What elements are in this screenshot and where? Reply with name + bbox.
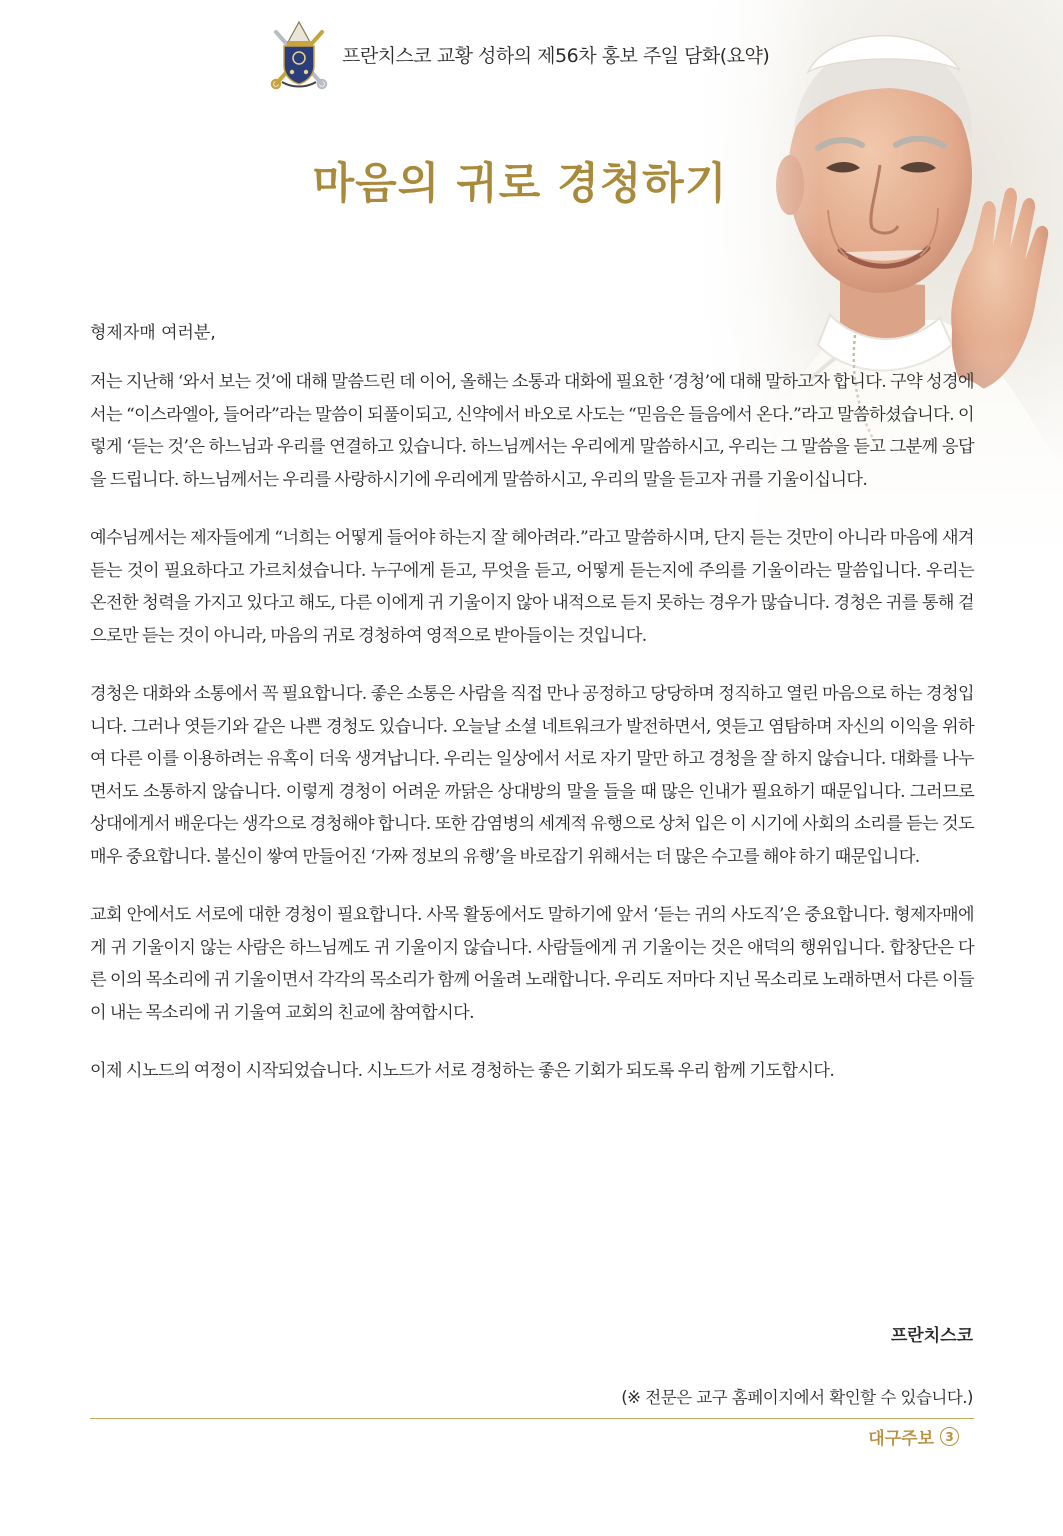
page-number: 3 xyxy=(940,1427,959,1446)
publication-name: 대구주보 xyxy=(868,1429,934,1449)
paragraph: 교회 안에서도 서로에 대한 경청이 필요합니다. 사목 활동에서도 말하기에 앞서 ‘듣는 귀의 사도직’은 중요합니다. 형제자매에게 귀 기울이지 않는 사람은 하느님께도 귀 기울이지 않습니다. 사람들에게 귀 기울이는 것은 애덕의 행위입니다. 합창단은 다른 이의 목소리에 귀 기울이면서 각각의 목소리가 함께 어울려 노래합니다. 우리도 저마다 지닌 목소리로 노래하면서 다른 이들이 내는 목소리에 귀 기울여 교회의 친교에 참여합시다. xyxy=(90,905,974,1023)
full-text-note: (※ 전문은 교구 홈페이지에서 확인할 수 있습니다.) xyxy=(621,1388,973,1407)
papal-coat-of-arms-icon xyxy=(270,18,328,90)
message-body xyxy=(90,366,974,1114)
paragraph: 저는 지난해 ‘와서 보는 것’에 대해 말씀드린 데 이어, 올해는 소통과 대화에 필요한 ‘경청’에 대해 말하고자 합니다. 구약 성경에서는 “이스라엘아, 들어라”라는 말씀이 되풀이되고, 신약에서 바오로 사도는 “믿음은 들음에서 온다.”라고 말씀하셨습니다. 이렇게 ‘듣는 것’은 하느님과 우리를 연결하고 있습니다. 하느님께서는 우리에게 말씀하시고, 우리는 그 말씀을 듣고 그분께 응답을 드립니다. 하느님께서는 우리를 사랑하시기에 우리에게 말씀하시고, 우리의 말을 듣고자 귀를 기울이십니다. xyxy=(90,372,974,490)
greeting: 형제자매 여러분, xyxy=(90,323,216,343)
header-title: 프란치스코 교황 성하의 제56차 홍보 주일 담화(요약) xyxy=(342,44,770,67)
paragraph: 경청은 대화와 소통에서 꼭 필요합니다. 좋은 소통은 사람을 직접 만나 공정하고 당당하며 정직하고 열린 마음으로 하는 경청입니다. 그러나 엿듣기와 같은 나쁜 경청도 있습니다. 오늘날 소셜 네트워크가 발전하면서, 엿듣고 염탐하며 자신의 이익을 위하여 다른 이를 이용하려는 유혹이 더욱 생겨납니다. 우리는 일상에서 서로 자기 말만 하고 경청을 잘 하지 않습니다. 대화를 나누면서도 소통하지 않습니다. 이렇게 경청이 어려운 까닭은 상대방의 말을 들을 때 많은 인내가 필요하기 때문입니다. 그러므로 상대에게서 배운다는 생각으로 경청해야 합니다. 또한 감염병의 세계적 유행으로 상처 입은 이 시기에 사회의 소리를 듣는 것도 매우 중요합니다. 불신이 쌓여 만들어진 ‘가짜 정보의 유행’을 바로잡기 위해서는 더 많은 수고를 해야 하기 때문입니다. xyxy=(90,684,974,867)
page-title: 마음의 귀로 경청하기 xyxy=(312,159,728,209)
paragraph: 이제 시노드의 여정이 시작되었습니다. 시노드가 서로 경청하는 좋은 기회가 되도록 우리 함께 기도합시다. xyxy=(90,1061,835,1081)
header xyxy=(270,18,769,90)
signature: 프란치스코 xyxy=(890,1326,973,1346)
paragraph: 예수님께서는 제자들에게 “너희는 어떻게 들어야 하는지 잘 헤아려라.”라고 말씀하시며, 단지 듣는 것만이 아니라 마음에 새겨듣는 것이 필요하다고 가르치셨습니다. 누구에게 듣고, 무엇을 듣고, 어떻게 듣는지에 주의를 기울이라는 말씀입니다. 우리는 온전한 청력을 가지고 있다고 해도, 다른 이에게 귀 기울이지 않아 내적으로 듣지 못하는 경우가 많습니다. 경청은 귀를 통해 겉으로만 듣는 것이 아니라, 마음의 귀로 경청하여 영적으로 받아들이는 것입니다. xyxy=(90,528,974,646)
footer xyxy=(868,1424,959,1449)
footer-divider xyxy=(90,1418,974,1419)
